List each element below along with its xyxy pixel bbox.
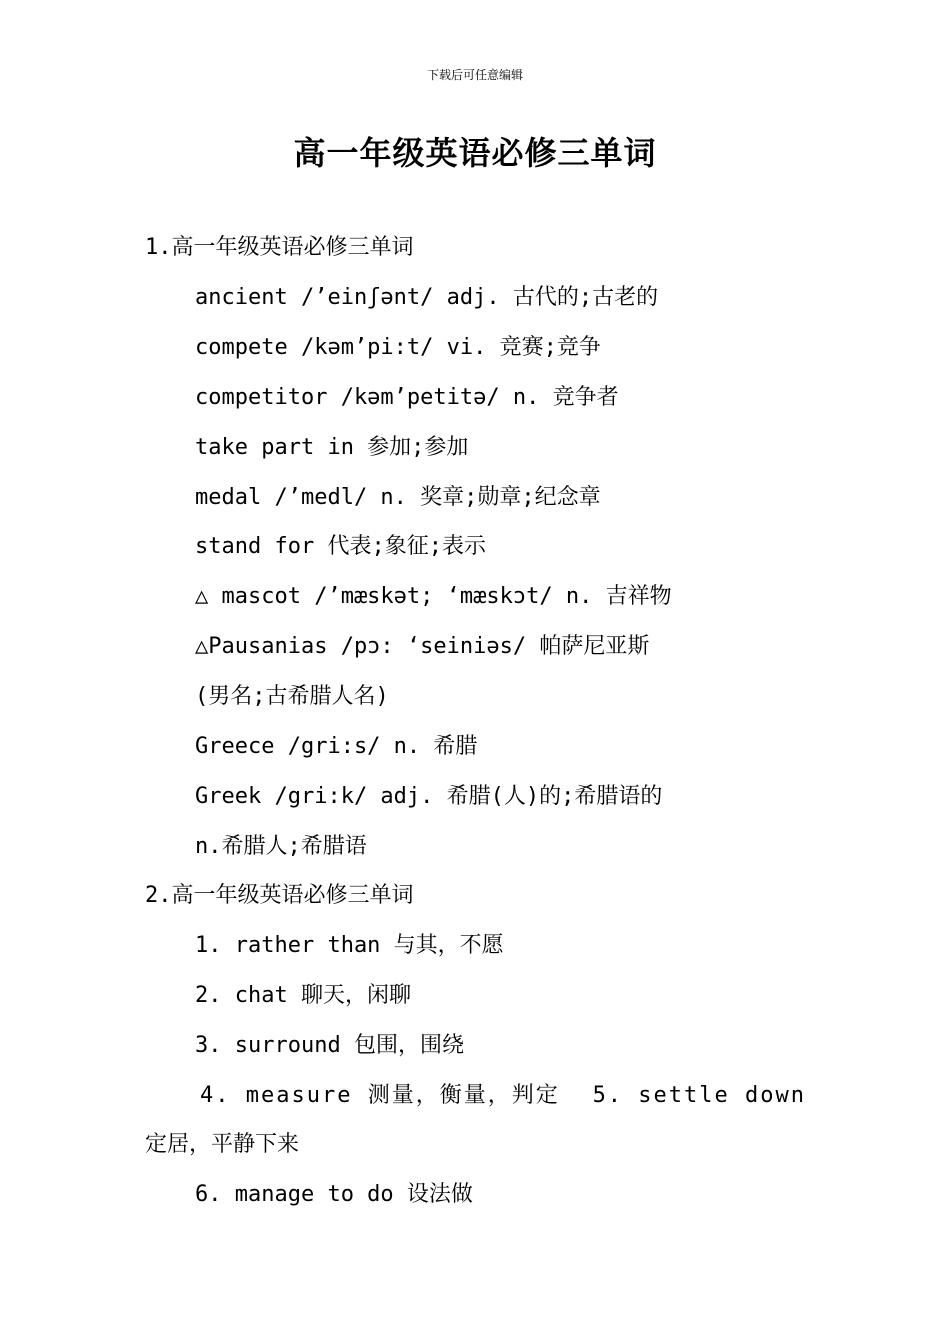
vocab-entry-stand-for: stand for 代表;象征;表示 (195, 534, 486, 559)
vocab-entry-manage-to-do: 6. manage to do 设法做 (195, 1182, 473, 1207)
vocab-entry-greece: Greece /gri:s/ n. 希腊 (195, 734, 478, 759)
vocab-entry-pausanias: △Pausanias /pɔ: ‘seiniəs/ 帕萨尼亚斯 (195, 634, 650, 659)
section-1-heading: 1.高一年级英语必修三单词 (145, 235, 414, 260)
header-note: 下载后可任意编辑 (426, 68, 523, 82)
vocab-entry-greek-noun: n.希腊人;希腊语 (195, 834, 367, 859)
vocab-entry-medal: medal /’medl/ n. 奖章;勋章;纪念章 (195, 485, 601, 510)
vocab-entry-greek: Greek /gri:k/ adj. 希腊(人)的;希腊语的 (195, 784, 663, 809)
vocab-entry-settle-down-meaning: 定居，平静下来 (145, 1132, 300, 1157)
vocab-entry-pausanias-note: (男名;古希腊人名) (195, 684, 389, 709)
vocab-row-measure-settle (200, 1081, 806, 1111)
vocab-entry-settle-down: 5. settle down (592, 1083, 806, 1108)
vocab-entry-competitor: competitor /kəm’petitə/ n. 竞争者 (195, 385, 619, 410)
vocab-entry-measure: 4. measure 测量，衡量，判定 (200, 1083, 560, 1108)
section-2-heading: 2.高一年级英语必修三单词 (145, 883, 414, 908)
document-title: 高一年级英语必修三单词 (293, 134, 657, 172)
vocab-entry-ancient: ancient /’einʃənt/ adj. 古代的;古老的 (195, 285, 659, 310)
vocab-entry-take-part-in: take part in 参加;参加 (195, 435, 469, 460)
vocab-entry-rather-than: 1. rather than 与其，不愿 (195, 933, 504, 958)
vocab-entry-chat: 2. chat 聊天，闲聊 (195, 983, 411, 1008)
vocab-entry-mascot: △ mascot /’mæskət; ‘mæskɔt/ n. 吉祥物 (195, 584, 672, 609)
vocab-entry-compete: compete /kəm’pi:t/ vi. 竞赛;竞争 (195, 335, 601, 360)
vocab-entry-surround: 3. surround 包围，围绕 (195, 1033, 464, 1058)
